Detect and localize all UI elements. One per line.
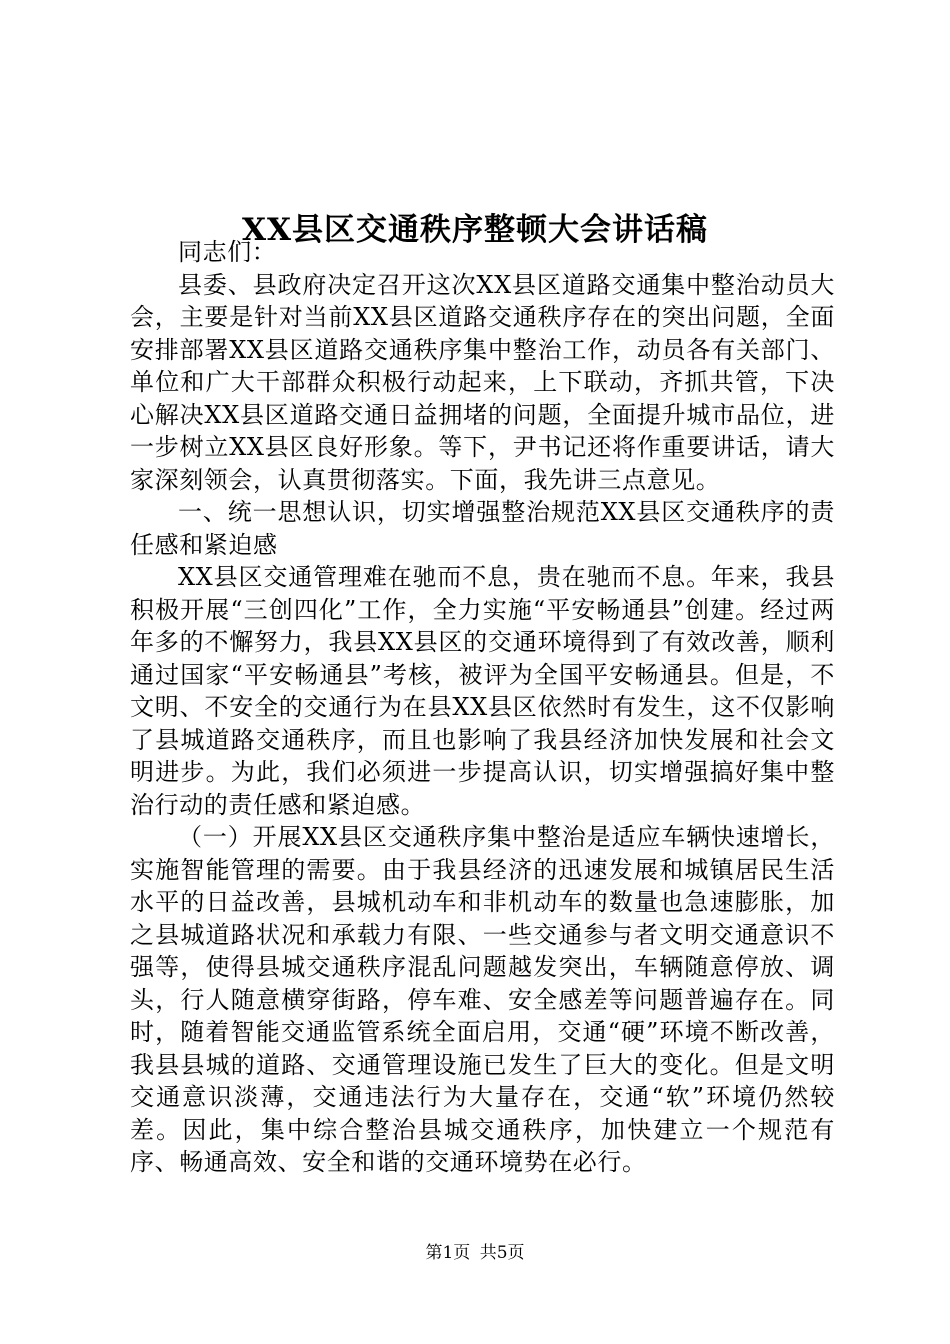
body-paragraph: （一）开展XX县区交通秩序集中整治是适应车辆快速增长，实施智能管理的需要。由于我县经济的迅速发展和城镇居民生活水平的日益改善，县城机动车和非机动车的数量也急速膨胀，加之县城道路状况和承载力有限、一些交通参与者文明交通意识不强等，使得县城交通秩序混乱问题越发突出，车辆随意停放、调头，行人随意横穿街路，停车难、安全感差等问题普遍存在。同时，随着智能交通监管系统全面启用，交通“硬”环境不断改善，我县县城的道路、交通管理设施已发生了巨大的变化。但是文明交通意识淡薄，交通违法行为大量存在，交通“软”环境仍然较差。因此，集中综合整治县城交通秩序，加快建立一个规范有序、畅通高效、安全和谐的交通环境势在必行。 bbox=[130, 823, 835, 1176]
intro-paragraph: 县委、县政府决定召开这次XX县区道路交通集中整治动员大会，主要是针对当前XX县区道路交通秩序存在的突出问题，全面安排部署XX县区道路交通秩序集中整治工作，动员各有关部门、单位和广大干部群众积极行动起来，上下联动，齐抓共管，下决心解决XX县区道路交通日益拥堵的问题，全面提升城市品位，进一步树立XX县区良好形象。等下，尹书记还将作重要讲话，请大家深刻领会，认真贯彻落实。下面，我先讲三点意见。 bbox=[130, 270, 835, 494]
page-number: 第1页 bbox=[425, 1243, 471, 1263]
document-title: XX县区交通秩序整顿大会讲话稿 bbox=[241, 211, 709, 248]
document-body bbox=[130, 236, 835, 1179]
page-total: 共5页 bbox=[479, 1243, 525, 1263]
page-footer bbox=[0, 1241, 950, 1265]
section-heading-1: 一、统一思想认识，切实增强整治规范XX县区交通秩序的责任感和紧迫感 bbox=[130, 498, 835, 559]
salutation-paragraph: 同志们： bbox=[178, 238, 277, 266]
body-paragraph: XX县区交通管理难在驰而不息，贵在驰而不息。年来，我县积极开展“三创四化”工作，全力实施“平安畅通县”创建。经过两年多的不懈努力，我县XX县区的交通环境得到了有效改善，顺利通过国家“平安畅通县”考核，被评为全国平安畅通县。但是，不文明、不安全的交通行为在县XX县区依然时有发生，这不仅影响了县城道路交通秩序，而且也影响了我县经济加快发展和社会文明进步。为此，我们必须进一步提高认识，切实增强搞好集中整治行动的责任感和紧迫感。 bbox=[130, 563, 835, 819]
